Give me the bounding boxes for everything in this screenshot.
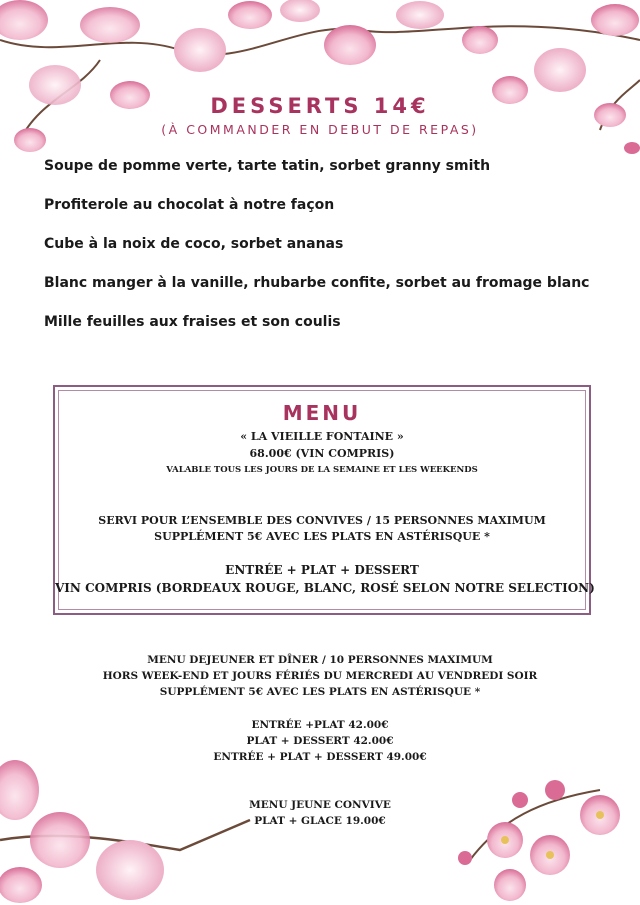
list-item: Blanc manger à la vanille, rhubarbe confite, sorbet au fromage blanc <box>44 275 590 291</box>
lunch-option-2: PLAT + DESSERT 42.00€ <box>246 735 394 747</box>
list-item: Soupe de pomme verte, tarte tatin, sorbet granny smith <box>44 158 491 174</box>
menu-served: SERVI POUR L’ENSEMBLE DES CONVIVES / 15 PERSONNES MAXIMUM <box>98 514 546 527</box>
menu-validity: VALABLE TOUS LES JOURS DE LA SEMAINE ET LES WEEKENDS <box>166 465 478 475</box>
menu-supplement: SUPPLÉMENT 5€ AVEC LES PLATS EN ASTÉRISQUE * <box>154 530 490 543</box>
dessert-list <box>44 156 589 351</box>
lunch-line-1: MENU DEJEUNER ET DÎNER / 10 PERSONNES MAXIMUM <box>147 654 493 666</box>
menu-wine: VIN COMPRIS (BORDEAUX ROUGE, BLANC, ROSÉ SELON NOTRE SELECTION) <box>55 581 595 595</box>
young-menu-offer: PLAT + GLACE 19.00€ <box>254 815 386 827</box>
lunch-line-2: HORS WEEK-END ET JOURS FÉRIÉS DU MERCREDI AU VENDREDI SOIR <box>102 670 538 682</box>
menu-box <box>53 385 595 615</box>
desserts-subtitle: (À COMMANDER EN DEBUT DE REPAS) <box>161 122 479 137</box>
menu-courses: ENTRÉE + PLAT + DESSERT <box>225 563 419 577</box>
list-item: Mille feuilles aux fraises et son coulis <box>44 314 341 330</box>
cherry-blossom-decoration <box>0 760 620 903</box>
menu-name: « LA VIEILLE FONTAINE » <box>240 430 404 443</box>
lunch-option-1: ENTRÉE +PLAT 42.00€ <box>251 719 389 731</box>
desserts-title: DESSERTS 14€ <box>210 94 430 118</box>
young-menu-title: MENU JEUNE CONVIVE <box>249 799 391 811</box>
list-item: Profiterole au chocolat à notre façon <box>44 197 335 213</box>
lunch-line-3: SUPPLÉMENT 5€ AVEC LES PLATS EN ASTÉRISQUE * <box>159 686 481 698</box>
list-item: Cube à la noix de coco, sorbet ananas <box>44 236 344 252</box>
menu-title: MENU <box>282 401 362 425</box>
lunch-option-3: ENTRÉE + PLAT + DESSERT 49.00€ <box>213 751 427 763</box>
menu-price: 68.00€ (VIN COMPRIS) <box>249 447 395 460</box>
